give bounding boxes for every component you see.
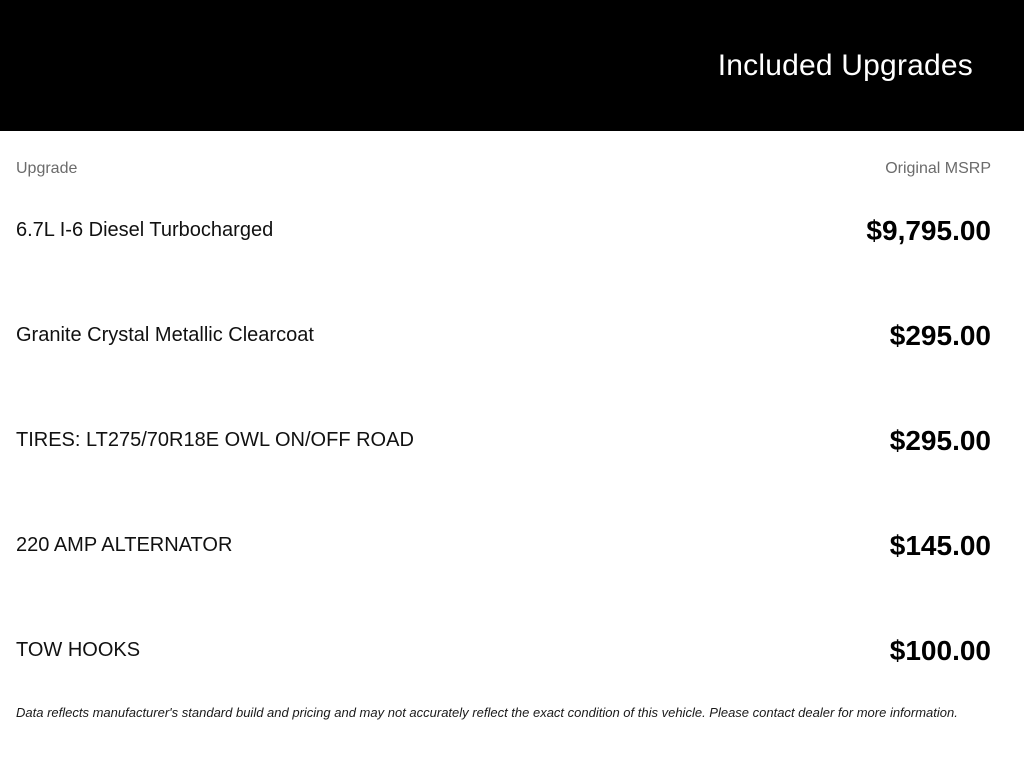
upgrade-msrp: $295.00	[889, 424, 991, 456]
upgrade-name: Granite Crystal Metallic Clearcoat	[16, 324, 314, 346]
column-header-original-msrp: Original MSRP	[885, 160, 991, 177]
table-header-row	[16, 161, 991, 177]
upgrade-name: TOW HOOKS	[16, 639, 141, 661]
disclaimer-text: Data reflects manufacturer's standard build and pricing and may not accurately reflect the exact condition of this vehicle. Please contact dealer for more information.	[16, 705, 958, 720]
included-upgrades-panel	[0, 161, 1024, 721]
upgrade-name: 220 AMP ALTERNATOR	[16, 534, 233, 556]
column-header-upgrade: Upgrade	[16, 160, 78, 177]
upgrade-name: 6.7L I-6 Diesel Turbocharged	[16, 219, 274, 241]
table-row	[16, 178, 991, 283]
upgrade-msrp: $9,795.00	[866, 214, 991, 246]
table-row	[16, 598, 991, 703]
upgrades-table-body	[16, 178, 991, 703]
page-header	[0, 0, 1024, 131]
upgrade-msrp: $100.00	[889, 634, 991, 666]
table-row	[16, 493, 991, 598]
upgrade-msrp: $295.00	[889, 319, 991, 351]
upgrade-msrp: $145.00	[889, 529, 991, 561]
table-row	[16, 283, 991, 388]
upgrade-name: TIRES: LT275/70R18E OWL ON/OFF ROAD	[16, 429, 414, 451]
page-title: Included Upgrades	[717, 48, 973, 82]
table-row	[16, 388, 991, 493]
